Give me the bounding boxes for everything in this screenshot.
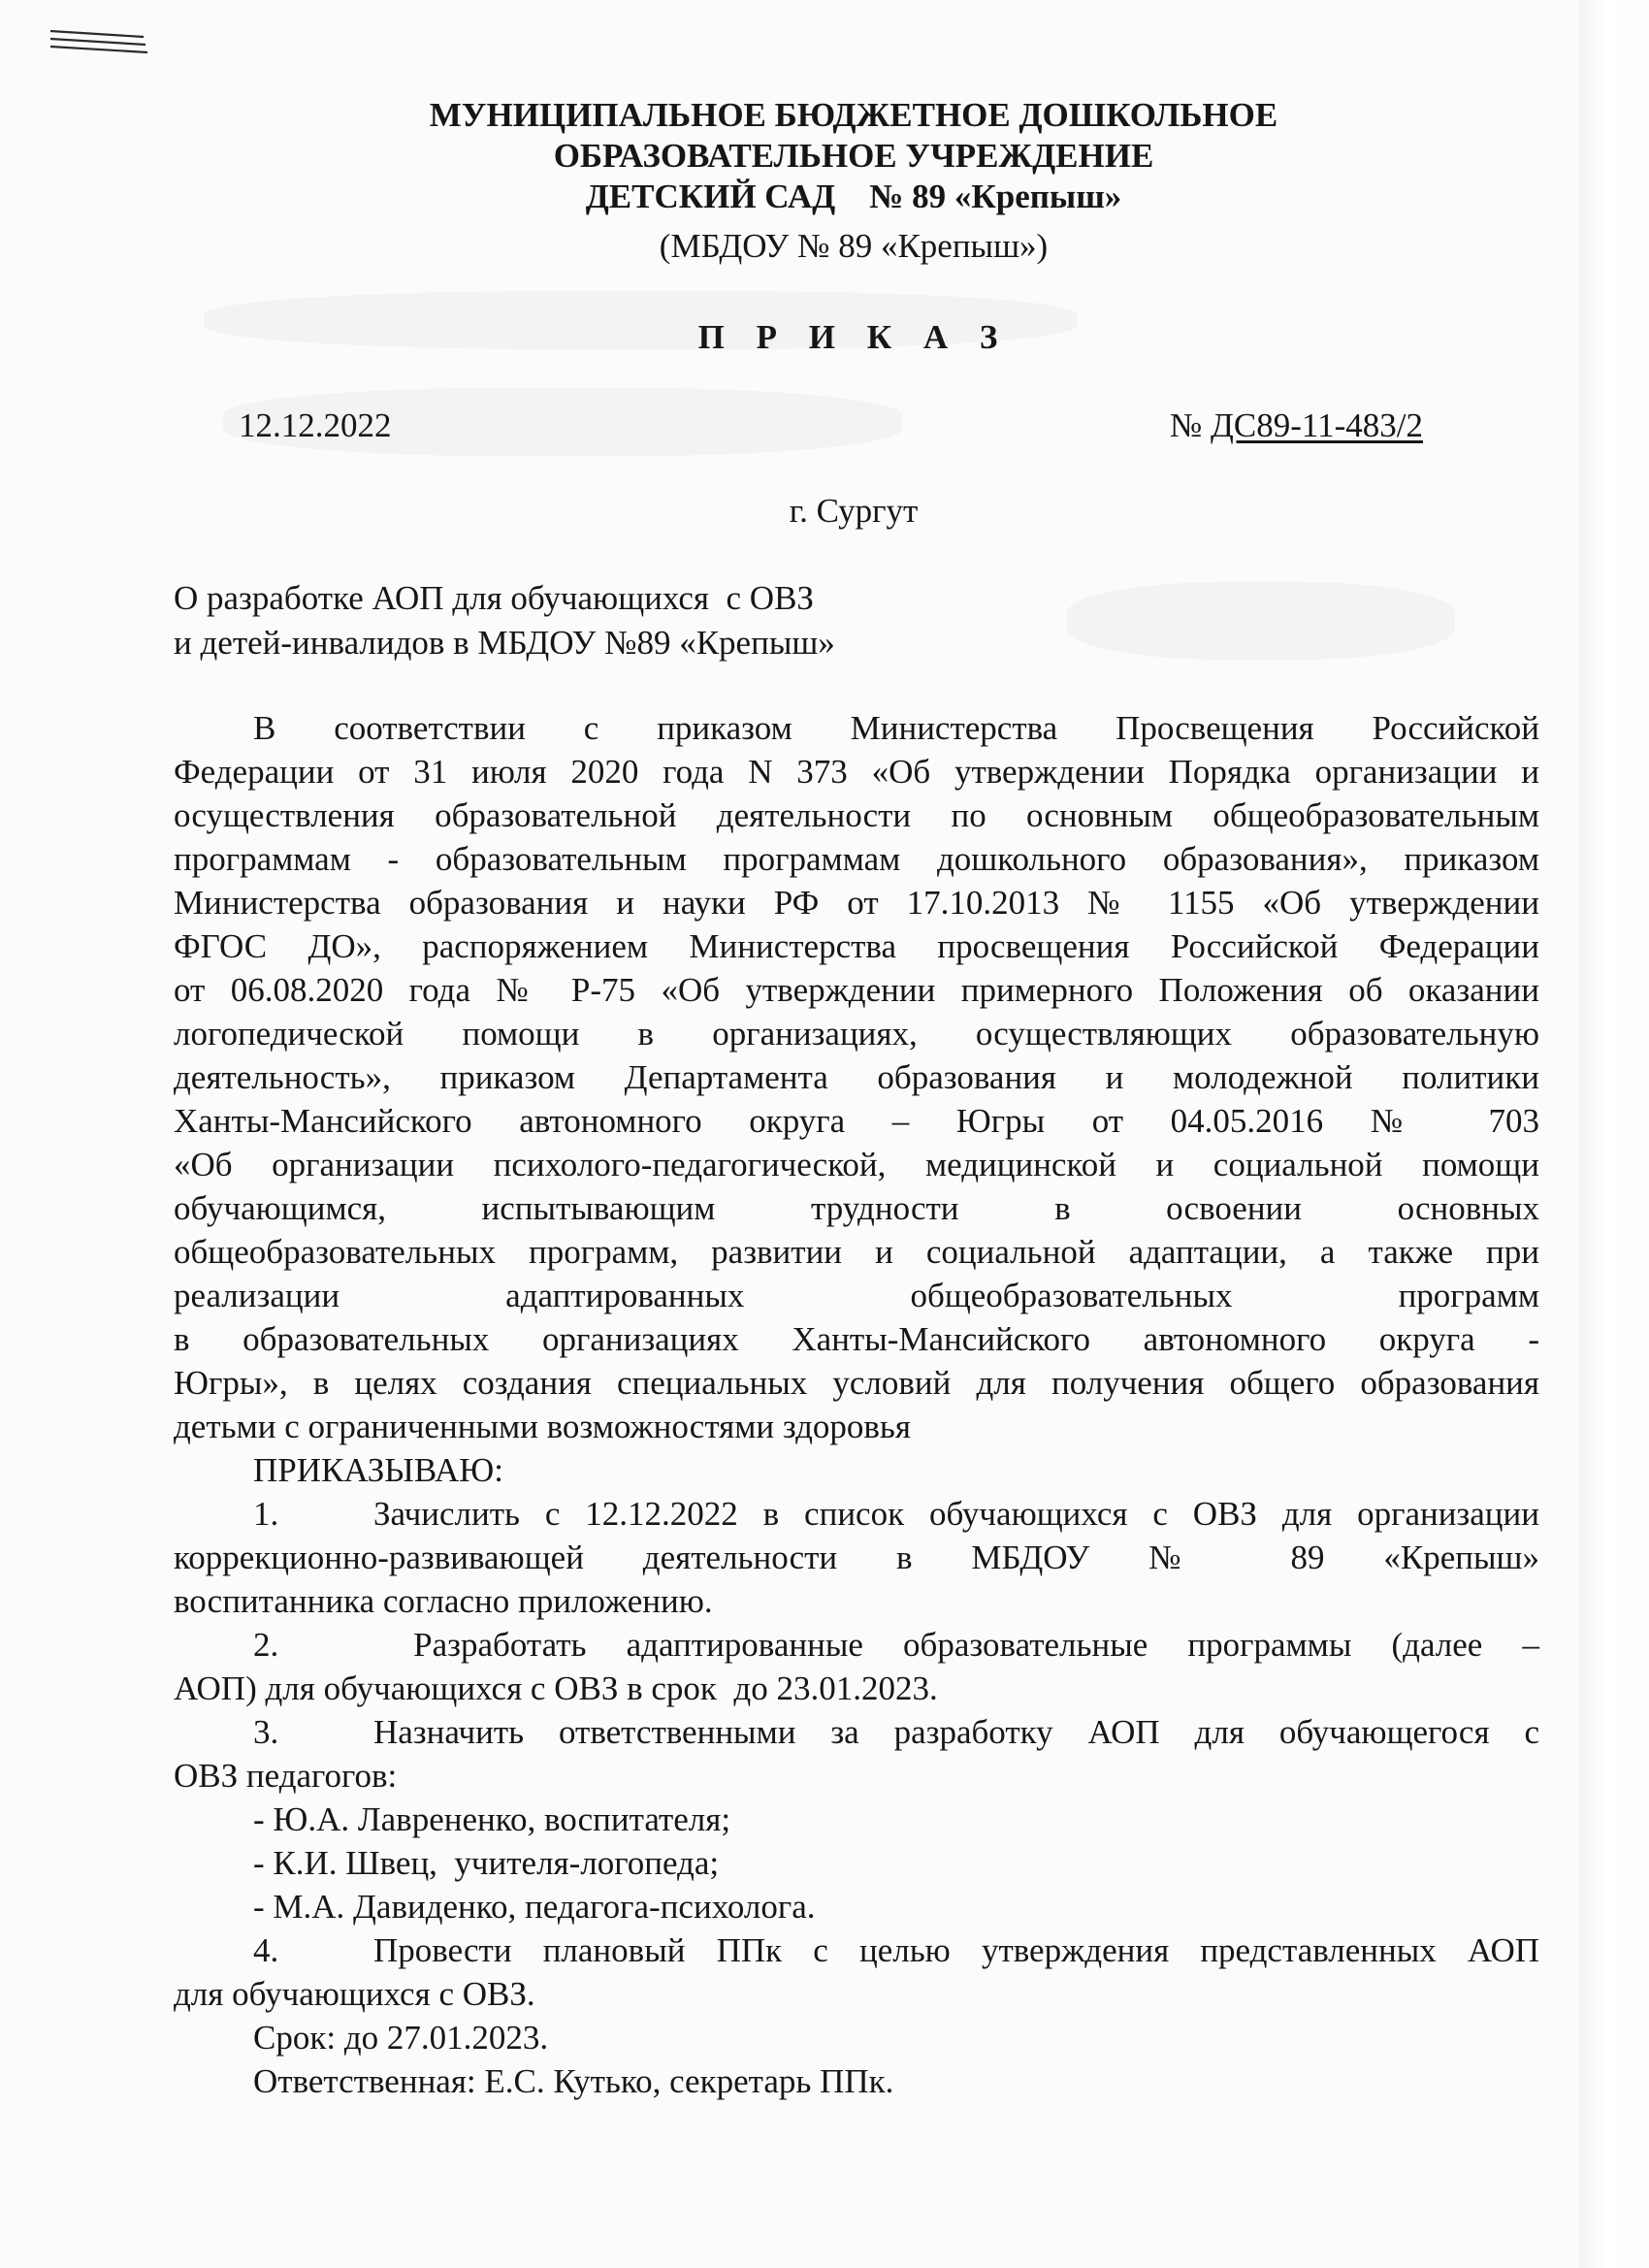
- order-item-2: [174, 1623, 1539, 1710]
- order-item-last-line: АОП) для обучающихся с ОВЗ в срок до 23.01.2023.: [174, 1669, 938, 1707]
- order-item-1: [174, 1492, 1539, 1623]
- assignee-item: - М.А. Давиденко, педагога-психолога.: [253, 1888, 816, 1926]
- organization-line-2: ОБРАЗОВАТЕЛЬНОЕ УЧРЕЖДЕНИЕ: [553, 137, 1154, 175]
- organization-line-1: МУНИЦИПАЛЬНОЕ БЮДЖЕТНОЕ ДОШКОЛЬНОЕ: [429, 96, 1278, 134]
- document-city: г. Сургут: [789, 492, 919, 530]
- pen-mark-icon: [48, 25, 149, 58]
- order-item-4: [174, 1928, 1539, 2016]
- document-body: [174, 706, 1539, 2103]
- assignee-item: - К.И. Швец, учителя-логопеда;: [253, 1844, 720, 1882]
- document-number-prefix: №: [1169, 406, 1212, 444]
- assignee-list: [174, 1798, 1539, 1928]
- preamble-line: Югры», в целях создания специальных условий для получения общего образования: [174, 1364, 1539, 1402]
- document-subject: [174, 576, 835, 665]
- order-item-first-line: [174, 1710, 1539, 1754]
- order-item-text: Зачислить с 12.12.2022 в список обучающихся с ОВЗ для организации: [373, 1495, 1539, 1533]
- organization-line-3: ДЕТСКИЙ САД № 89 «Крепыш»: [585, 178, 1122, 215]
- order-item-number: 1.: [253, 1495, 279, 1533]
- document-type-title: П Р И К А З: [697, 318, 1010, 356]
- order-item-text: Назначить ответственными за разработку АОП для обучающегося с: [373, 1713, 1539, 1751]
- ordering-word: ПРИКАЗЫВАЮ:: [253, 1451, 503, 1489]
- deadline-line: Срок: до 27.01.2023.: [253, 2019, 549, 2057]
- preamble-line: «Об организации психолого-педагогической, медицинской и социальной помощи: [174, 1146, 1539, 1183]
- preamble-line: от 06.08.2020 года № Р-75 «Об утверждении примерного Положения об оказании: [174, 971, 1539, 1009]
- order-item-last-line: воспитанника согласно приложению.: [174, 1582, 713, 1620]
- order-item-number: 3.: [253, 1713, 279, 1751]
- organization-header: [233, 95, 1474, 217]
- preamble-line: Министерства образования и науки РФ от 17.10.2013 № 1155 «Об утверждении: [174, 884, 1539, 922]
- document-date: 12.12.2022: [239, 406, 392, 444]
- preamble-line: логопедической помощи в организациях, осуществляющих образовательную: [174, 1015, 1539, 1053]
- preamble-line: Ханты-Мансийского автономного округа – Югры от 04.05.2016 № 703: [174, 1102, 1539, 1140]
- preamble-line: Федерации от 31 июля 2020 года N 373 «Об утверждении Порядка организации и: [174, 753, 1539, 791]
- document-number: [1170, 405, 1423, 446]
- order-item-first-line: [174, 1623, 1539, 1667]
- subject-line-2: и детей-инвалидов в МБДОУ №89 «Крепыш»: [174, 624, 835, 662]
- subject-line-1: О разработке АОП для обучающихся с ОВЗ: [174, 579, 814, 617]
- preamble-line: программам - образовательным программам дошкольного образования», приказом: [174, 840, 1539, 878]
- order-item-first-line: [174, 1928, 1539, 1972]
- preamble-line-last: детьми с ограниченными возможностями здоровья: [174, 1408, 911, 1445]
- organization-short-name: (МБДОУ № 89 «Крепыш»): [659, 227, 1049, 265]
- order-item-text: Провести плановый ППк с целью утверждения представленных АОП: [373, 1931, 1539, 1969]
- assignee-item: - Ю.А. Лаврененко, воспитателя;: [253, 1800, 731, 1838]
- order-item-text: Разработать адаптированные образовательные программы (далее –: [373, 1626, 1539, 1664]
- order-item-last-line: ОВЗ педагогов:: [174, 1757, 398, 1795]
- order-item-line: коррекционно-развивающей деятельности в МБДОУ № 89 «Крепыш»: [174, 1539, 1539, 1576]
- order-item-number: 2.: [253, 1626, 279, 1664]
- preamble-paragraph: [174, 706, 1539, 1448]
- preamble-line: деятельность», приказом Департамента образования и молодежной политики: [174, 1058, 1539, 1096]
- preamble-line: осуществления образовательной деятельности по основным общеобразовательным: [174, 796, 1539, 834]
- order-item-last-line: для обучающихся с ОВЗ.: [174, 1975, 535, 2013]
- document-number-value: ДС89-11-483/2: [1211, 406, 1423, 444]
- order-item-3: [174, 1710, 1539, 1798]
- order-item-number: 4.: [253, 1931, 279, 1969]
- scanner-margin: [1579, 0, 1649, 2268]
- preamble-line: общеобразовательных программ, развитии и социальной адаптации, а также при: [174, 1233, 1539, 1271]
- preamble-line: в образовательных организациях Ханты-Мансийского автономного округа -: [174, 1320, 1539, 1358]
- preamble-line: обучающимся, испытывающим трудности в освоении основных: [174, 1189, 1539, 1227]
- order-item-first-line: [174, 1492, 1539, 1536]
- preamble-line: ФГОС ДО», распоряжением Министерства просвещения Российской Федерации: [174, 927, 1539, 965]
- preamble-line: реализации адаптированных общеобразовательных программ: [174, 1277, 1539, 1314]
- preamble-line: В соответствии с приказом Министерства Просвещения Российской: [253, 709, 1539, 747]
- responsible-line: Ответственная: Е.С. Кутько, секретарь ППк.: [253, 2062, 894, 2100]
